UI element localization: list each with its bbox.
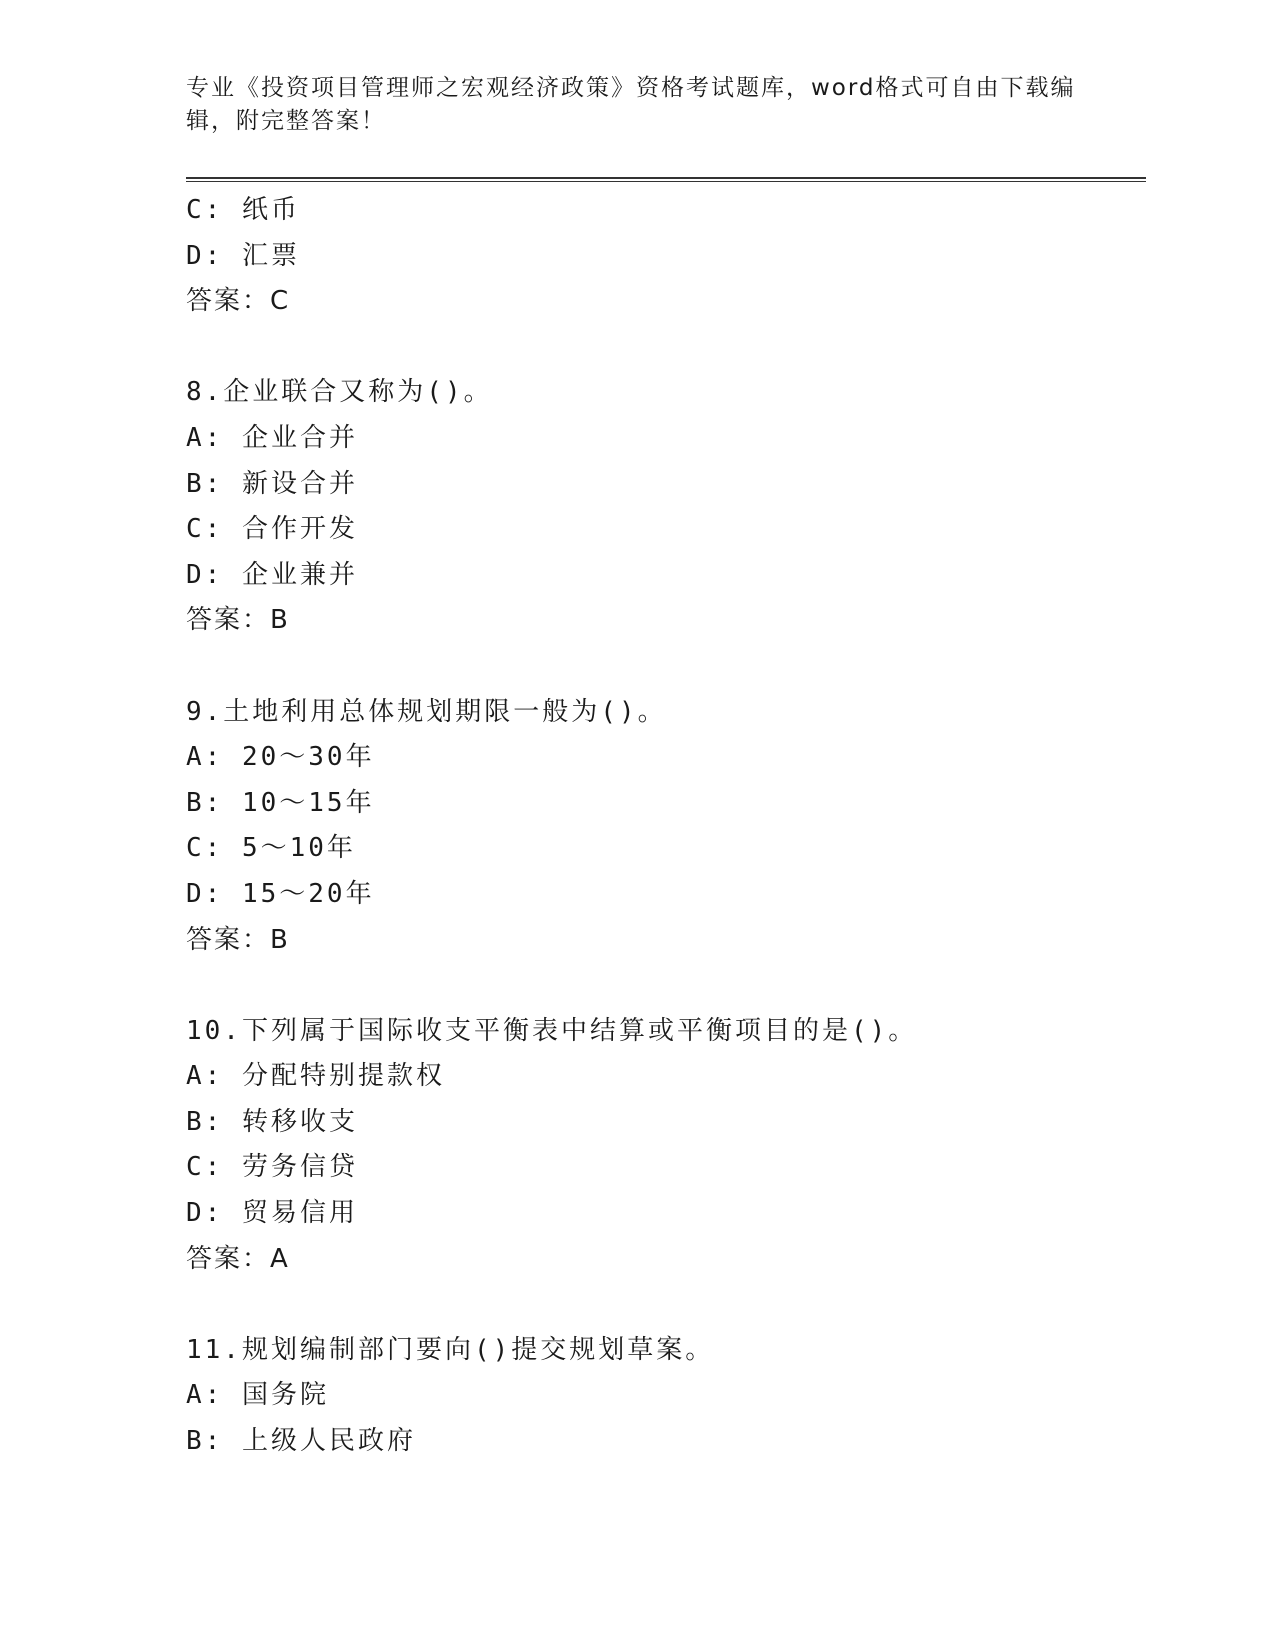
- option-b: B: 上级人民政府: [186, 1426, 416, 1457]
- header-line-1: 专业《投资项目管理师之宏观经济政策》资格考试题库，word格式可自由下载编: [186, 75, 1076, 101]
- option-a: A: 国务院: [186, 1380, 329, 1411]
- option-a: A: 分配特别提款权: [186, 1061, 445, 1092]
- option-b: B: 10～15年: [186, 787, 375, 818]
- option-d: D: 企业兼并: [186, 559, 358, 590]
- spacer: [186, 325, 1146, 371]
- question-block-continued: [186, 188, 1146, 325]
- question-stem: 9.土地利用总体规划期限一般为()。: [186, 696, 667, 727]
- answer-line: 答案：B: [186, 605, 290, 636]
- question-list: [186, 188, 1146, 1465]
- answer-line: 答案：B: [186, 924, 290, 955]
- option-b: B: 转移收支: [186, 1106, 358, 1137]
- answer-line: 答案：C: [186, 286, 291, 317]
- question-block-9: [186, 690, 1146, 964]
- header-line-2: 辑，附完整答案！: [186, 108, 386, 134]
- spacer: [186, 963, 1146, 1009]
- question-block-8: [186, 370, 1146, 644]
- option-a: A: 企业合并: [186, 422, 358, 453]
- option-c: C: 劳务信贷: [186, 1152, 358, 1183]
- question-block-10: [186, 1009, 1146, 1283]
- question-stem: 11.规划编制部门要向()提交规划草案。: [186, 1334, 715, 1365]
- option-c: C: 5～10年: [186, 833, 356, 864]
- option-a: A: 20～30年: [186, 742, 375, 773]
- question-stem: 10.下列属于国际收支平衡表中结算或平衡项目的是()。: [186, 1015, 918, 1046]
- option-d: D: 汇票: [186, 240, 300, 271]
- option-d: D: 贸易信用: [186, 1198, 358, 1229]
- document-header: [186, 72, 1086, 138]
- question-block-11: [186, 1328, 1146, 1465]
- option-d: D: 15～20年: [186, 878, 375, 909]
- option-c: C: 合作开发: [186, 514, 358, 545]
- spacer: [186, 1282, 1146, 1328]
- answer-line: 答案：A: [186, 1243, 290, 1274]
- header-divider: [186, 177, 1146, 182]
- option-c: C: 纸币: [186, 195, 300, 225]
- spacer: [186, 644, 1146, 690]
- option-b: B: 新设合并: [186, 468, 358, 499]
- question-stem: 8.企业联合又称为()。: [186, 377, 493, 408]
